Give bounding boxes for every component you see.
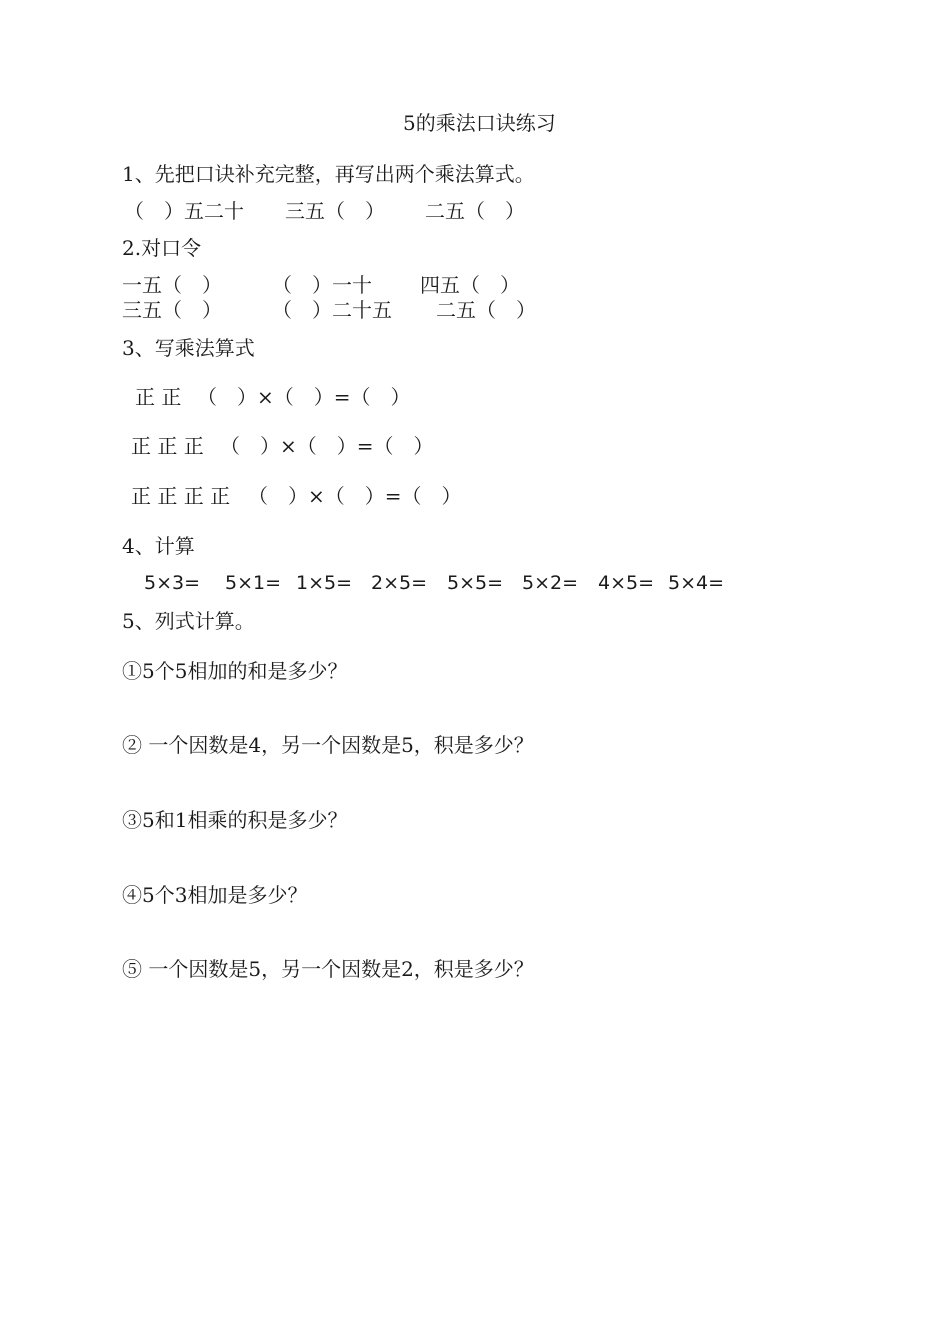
q4-item-1: 5×3= — [144, 572, 201, 594]
q5-item-4: ④5个3相加是多少？ — [122, 883, 308, 907]
q4-item-8: 5×4= — [668, 572, 725, 594]
q4-item-2: 5×1= — [225, 572, 282, 594]
q2-row1-item-1: 一五（ ） — [122, 273, 222, 297]
q2-row2-item-3: 二五（ ） — [436, 298, 536, 322]
q4-heading: 4、计算 — [122, 534, 195, 558]
q4-item-4: 2×5= — [371, 572, 428, 594]
q2-heading: 2.对口令 — [122, 236, 202, 260]
q5-item-5: ⑤ 一个因数是5，另一个因数是2，积是多少？ — [122, 957, 534, 981]
q3-tally-2: 正 正 正 — [131, 434, 204, 458]
q5-item-1: ①5个5相加的和是多少？ — [122, 659, 348, 683]
q3-tally-1: 正 正 — [135, 385, 182, 409]
q2-row1-item-3: 四五（ ） — [420, 273, 520, 297]
q1-item-3: 二五（ ） — [425, 199, 525, 223]
q4-item-5: 5×5= — [447, 572, 504, 594]
q4-item-7: 4×5= — [598, 572, 655, 594]
q5-item-3: ③5和1相乘的积是多少？ — [122, 808, 348, 832]
q5-heading: 5、列式计算。 — [122, 609, 255, 633]
q4-item-6: 5×2= — [522, 572, 579, 594]
q2-row2-item-1: 三五（ ） — [122, 298, 222, 322]
q3-heading: 3、写乘法算式 — [122, 336, 255, 360]
q4-item-3: 1×5= — [296, 572, 353, 594]
q2-row2-item-2: （ ）二十五 — [272, 298, 392, 322]
q1-item-2: 三五（ ） — [285, 199, 385, 223]
q1-heading: 1、先把口诀补充完整，再写出两个乘法算式。 — [122, 162, 535, 186]
q3-formula-1: （ ）×（ ）=（ ） — [197, 385, 411, 409]
q3-formula-3: （ ）×（ ）=（ ） — [248, 484, 462, 508]
q1-item-1: （ ）五二十 — [124, 199, 244, 223]
q3-formula-2: （ ）×（ ）=（ ） — [220, 434, 434, 458]
q2-row1-item-2: （ ）一十 — [272, 273, 372, 297]
q5-item-2: ② 一个因数是4，另一个因数是5，积是多少？ — [122, 733, 534, 757]
q3-tally-3: 正 正 正 正 — [131, 484, 231, 508]
page-title: 5的乘法口诀练习 — [403, 111, 556, 135]
